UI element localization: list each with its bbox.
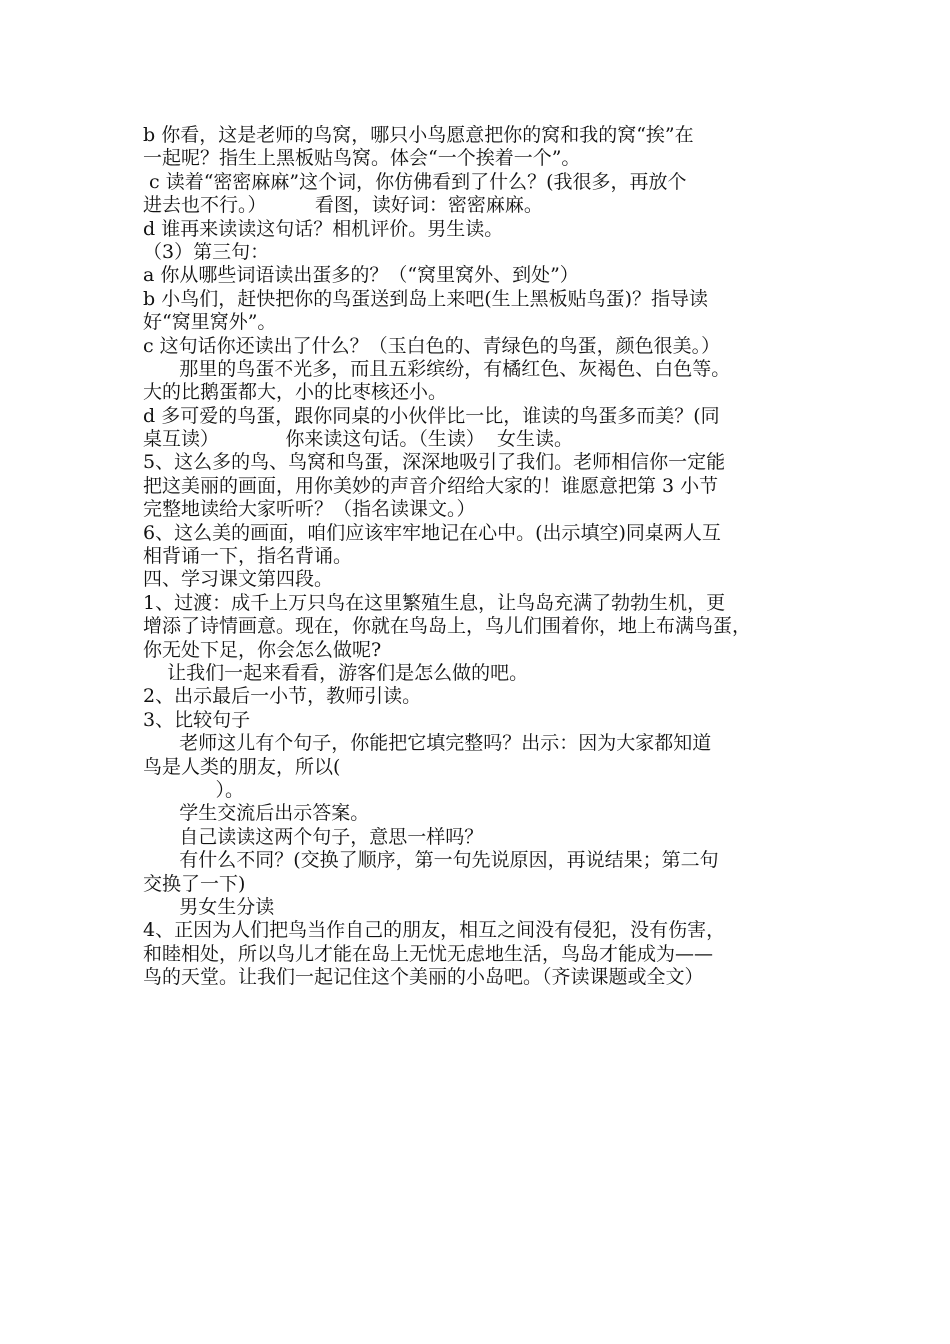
text-line: 让我们一起来看看，游客们是怎么做的吧。 [143,661,529,684]
text-line: 3、比较句子 [143,708,251,731]
text-line: 完整地读给大家听听？（指名读课文。） [143,498,476,521]
text-line: ）。 [143,778,244,801]
text-line: c 读着“密密麻麻”这个词，你仿佛看到了什么？(我很多，再放个 [143,170,687,193]
text-line: 增添了诗情画意。现在，你就在鸟岛上，鸟儿们围着你，地上布满鸟蛋， [143,615,752,638]
text-line: 5、这么多的鸟、鸟窝和鸟蛋，深深地吸引了我们。老师相信你一定能 [143,451,726,474]
text-line: 鸟是人类的朋友，所以( [143,755,341,778]
text-line: 四、学习课文第四段。 [143,568,334,591]
text-line: 自己读读这两个句子，意思一样吗？ [143,825,484,848]
text-line: 桌互读） 你来读这句话。（生读） 女生读。 [143,428,574,451]
text-line: b 小鸟们，赶快把你的鸟蛋送到岛上来吧(生上黑板贴鸟蛋)？指导读 [143,287,709,310]
text-line: 6、这么美的画面，咱们应该牢牢地记在心中。(出示填空)同桌两人互 [143,521,721,544]
text-line: 好“窝里窝外”。 [143,311,277,334]
text-line: a 你从哪些词语读出蛋多的？（“窝里窝外、到处”） [143,264,579,287]
text-line: 有什么不同？(交换了顺序，第一句先说原因，再说结果；第二句 [143,849,719,872]
text-line: 4、正因为人们把鸟当作自己的朋友，相互之间没有侵犯，没有伤害， [143,919,726,942]
text-line: 那里的鸟蛋不光多，而且五彩缤纷，有橘红色、灰褐色、白色等。 [143,357,731,380]
text-line: 和睦相处，所以鸟儿才能在岛上无忧无虑地生活，鸟岛才能成为—— [143,942,714,965]
text-line: 老师这儿有个句子，你能把它填完整吗？出示：因为大家都知道 [143,732,712,755]
text-line: 把这美丽的画面，用你美妙的声音介绍给大家的！谁愿意把第 3 小节 [143,474,719,497]
text-line: c 这句话你还读出了什么？（玉白色的、青绿色的鸟蛋，颜色很美。） [143,334,721,357]
text-line: 2、出示最后一小节，教师引读。 [143,685,422,708]
text-line: 男女生分读 [143,895,275,918]
text-line: 进去也不行。） 看图，读好词：密密麻麻。 [143,194,543,217]
text-line: 学生交流后出示答案。 [143,802,370,825]
text-line: b 你看，这是老师的鸟窝，哪只小鸟愿意把你的窝和我的窝“挨”在 [143,124,694,146]
text-line: 1、过渡：成千上万只鸟在这里繁殖生息，让鸟岛充满了勃勃生机，更 [143,591,726,614]
text-line: 相背诵一下，指名背诵。 [143,545,353,568]
text-line: 鸟的天堂。让我们一起记住这个美丽的小岛吧。（齐读课题或全文） [143,966,704,989]
text-line: 大的比鹅蛋都大，小的比枣核还小。 [143,381,448,404]
text-line: （3）第三句： [143,240,270,263]
text-line: 你无处下足，你会怎么做呢? [143,638,382,661]
text-line: 一起呢？指生上黑板贴鸟窝。体会“一个挨着一个”。 [143,147,581,170]
text-line: 交换了一下) [143,872,246,895]
text-line: d 多可爱的鸟蛋，跟你同桌的小伙伴比一比，谁读的鸟蛋多而美？(同 [143,404,720,427]
text-line: d 谁再来读读这句话？相机评价。男生读。 [143,217,504,240]
document-body [143,124,823,989]
